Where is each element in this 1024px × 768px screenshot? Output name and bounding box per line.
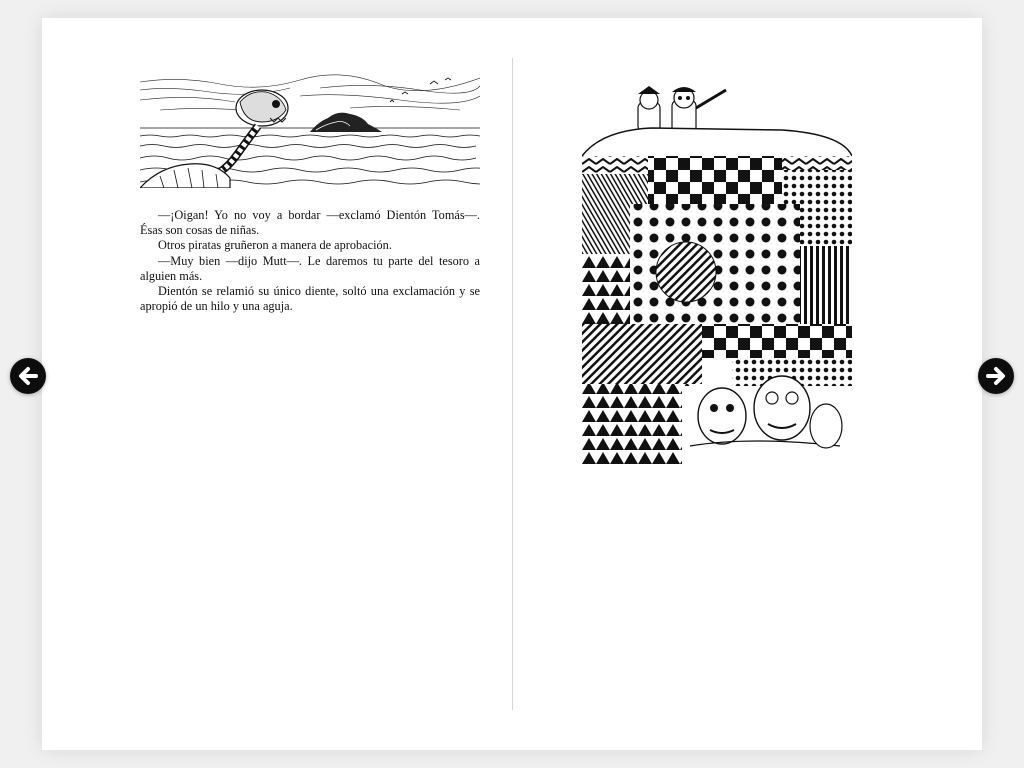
right-page	[512, 18, 982, 750]
paragraph-4: Dientón se relamió su único diente, soltó una exclamación y se apropió de un hilo y una aguja.	[140, 284, 480, 314]
next-page-button[interactable]	[978, 358, 1014, 394]
arrow-right-icon	[978, 358, 1014, 394]
patterned-quilt-illustration	[582, 86, 852, 466]
book-spread	[42, 18, 982, 750]
arrow-left-icon	[10, 358, 46, 394]
paragraph-1: —¡Oigan! Yo no voy a bordar —exclamó Dientón Tomás—. Ésas son cosas de niñas.	[140, 208, 480, 238]
paragraph-2: Otros piratas gruñeron a manera de aprobación.	[158, 238, 392, 253]
paragraph-3: —Muy bien —dijo Mutt—. Le daremos tu parte del tesoro a alguien más.	[140, 253, 480, 283]
pirates-on-top	[638, 86, 726, 134]
left-page	[42, 18, 512, 750]
sea-serpent-illustration	[140, 72, 480, 188]
story-text	[140, 208, 480, 314]
previous-page-button[interactable]	[10, 358, 46, 394]
pirates-under-quilt	[682, 376, 852, 466]
